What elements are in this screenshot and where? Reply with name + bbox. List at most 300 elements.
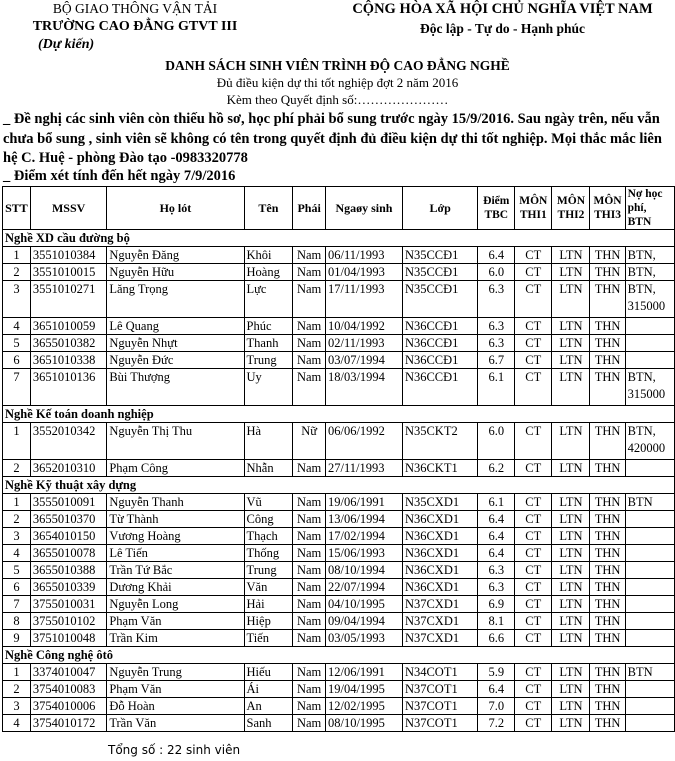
cell-ngay-sinh: 19/04/1995 xyxy=(325,681,402,698)
cell-ten: Hiếu xyxy=(244,664,293,681)
cell-phai: Nam xyxy=(293,247,326,264)
cell-diem-tbc: 5.9 xyxy=(478,664,515,681)
table-row xyxy=(3,247,675,264)
cell-mssv: 3655010370 xyxy=(30,511,106,528)
table-row xyxy=(3,264,675,281)
cell-stt: 7 xyxy=(3,369,31,406)
cell-mon-thi2: LTN xyxy=(552,423,590,460)
cell-ho-lot: Lê Quang xyxy=(107,318,244,335)
cell-ho-lot: Lê Tiến xyxy=(107,545,244,562)
cell-lop: N36CKT1 xyxy=(402,460,477,477)
cell-diem-tbc: 6.4 xyxy=(478,528,515,545)
cell-ten: Lực xyxy=(244,281,293,318)
cell-ngay-sinh: 09/04/1994 xyxy=(325,613,402,630)
cell-phai: Nam xyxy=(293,596,326,613)
decision-reference: Kèm theo Quyết định số:………………… xyxy=(226,92,449,107)
table-row xyxy=(3,596,675,613)
cell-ho-lot: Nguyễn Nhựt xyxy=(107,335,244,352)
cell-ten: Uy xyxy=(244,369,293,406)
cell-diem-tbc: 6.6 xyxy=(478,630,515,647)
cell-ngay-sinh: 03/05/1993 xyxy=(325,630,402,647)
cell-mon-thi1: CT xyxy=(515,318,552,335)
cell-ho-lot: Nguyễn Trung xyxy=(107,664,244,681)
table-row xyxy=(3,562,675,579)
cell-stt: 2 xyxy=(3,264,31,281)
cell-ngay-sinh: 22/07/1994 xyxy=(325,579,402,596)
cell-mssv: 3374010047 xyxy=(30,664,106,681)
cell-no-hoc-phi xyxy=(625,528,674,545)
cell-phai: Nam xyxy=(293,460,326,477)
cell-ten: Tiến xyxy=(244,630,293,647)
cell-mon-thi2: LTN xyxy=(552,681,590,698)
cell-mon-thi3: THN xyxy=(590,545,625,562)
cell-mon-thi1: CT xyxy=(515,528,552,545)
cell-stt: 1 xyxy=(3,494,31,511)
cell-mon-thi2: LTN xyxy=(552,494,590,511)
column-header-stt: STT xyxy=(3,187,31,230)
cell-diem-tbc: 7.2 xyxy=(478,715,515,732)
document-title: DANH SÁCH SINH VIÊN TRÌNH ĐỘ CAO ĐẲNG NGHỀ xyxy=(165,58,510,73)
cell-mon-thi1: CT xyxy=(515,613,552,630)
cell-no-hoc-phi xyxy=(625,562,674,579)
cell-lop: N36CXD1 xyxy=(402,511,477,528)
cell-ngay-sinh: 08/10/1995 xyxy=(325,715,402,732)
cell-mon-thi1: CT xyxy=(515,264,552,281)
cell-mssv: 3754010083 xyxy=(30,681,106,698)
cell-no-hoc-phi: BTN, xyxy=(625,264,674,281)
table-row xyxy=(3,281,675,318)
cell-mon-thi2: LTN xyxy=(552,369,590,406)
cell-diem-tbc: 6.3 xyxy=(478,281,515,318)
cell-mssv: 3655010388 xyxy=(30,562,106,579)
cell-mon-thi2: LTN xyxy=(552,318,590,335)
cell-ho-lot: Nguyễn Hữu xyxy=(107,264,244,281)
cell-phai: Nam xyxy=(293,352,326,369)
cell-mon-thi2: LTN xyxy=(552,613,590,630)
cell-phai: Nam xyxy=(293,630,326,647)
cell-lop: N35CKT2 xyxy=(402,423,477,460)
cell-no-hoc-phi: BTN xyxy=(625,664,674,681)
cell-mon-thi1: CT xyxy=(515,681,552,698)
cell-mssv: 3654010150 xyxy=(30,528,106,545)
cell-ngay-sinh: 10/04/1992 xyxy=(325,318,402,335)
cell-diem-tbc: 6.7 xyxy=(478,352,515,369)
cell-ten: Vũ xyxy=(244,494,293,511)
cell-no-hoc-phi: BTN, 315000 xyxy=(625,281,674,318)
cell-lop: N36CXD1 xyxy=(402,545,477,562)
table-row xyxy=(3,664,675,681)
table-row xyxy=(3,335,675,352)
column-header-phai: Phái xyxy=(293,187,326,230)
table-row xyxy=(3,715,675,732)
cell-ho-lot: Trần Tứ Bắc xyxy=(107,562,244,579)
cell-mon-thi2: LTN xyxy=(552,511,590,528)
cell-phai: Nam xyxy=(293,715,326,732)
cell-mon-thi2: LTN xyxy=(552,460,590,477)
table-row xyxy=(3,681,675,698)
column-header-lop: Lớp xyxy=(402,187,477,230)
republic-name: CỘNG HÒA XÃ HỘI CHỦ NGHĨA VIỆT NAM xyxy=(352,1,653,17)
cell-mssv: 3651010059 xyxy=(30,318,106,335)
cell-ho-lot: Lăng Trọng xyxy=(107,281,244,318)
cell-diem-tbc: 6.9 xyxy=(478,596,515,613)
cell-no-hoc-phi xyxy=(625,630,674,647)
cell-diem-tbc: 6.1 xyxy=(478,494,515,511)
cell-mon-thi3: THN xyxy=(590,352,625,369)
cell-diem-tbc: 6.3 xyxy=(478,318,515,335)
cell-mssv: 3551010015 xyxy=(30,264,106,281)
cell-mon-thi1: CT xyxy=(515,511,552,528)
cell-mon-thi3: THN xyxy=(590,596,625,613)
cell-lop: N35CXD1 xyxy=(402,494,477,511)
cell-ten: Nhẫn xyxy=(244,460,293,477)
cell-stt: 4 xyxy=(3,545,31,562)
column-header-mon-thi3: MÔN THI3 xyxy=(590,187,625,230)
cell-stt: 1 xyxy=(3,664,31,681)
cell-ten: Thanh xyxy=(244,335,293,352)
cell-stt: 8 xyxy=(3,613,31,630)
score-cutoff-note: _ Điểm xét tính đến hết ngày 7/9/2016 xyxy=(3,168,236,184)
cell-no-hoc-phi: BTN, xyxy=(625,247,674,264)
cell-phai: Nam xyxy=(293,681,326,698)
cell-mon-thi3: THN xyxy=(590,281,625,318)
cell-mon-thi2: LTN xyxy=(552,698,590,715)
cell-mssv: 3651010338 xyxy=(30,352,106,369)
cell-stt: 4 xyxy=(3,318,31,335)
cell-lop: N35CCĐ1 xyxy=(402,264,477,281)
cell-phai: Nữ xyxy=(293,423,326,460)
cell-mon-thi3: THN xyxy=(590,494,625,511)
cell-ho-lot: Trần Văn xyxy=(107,715,244,732)
cell-no-hoc-phi: BTN xyxy=(625,494,674,511)
cell-mon-thi3: THN xyxy=(590,579,625,596)
column-header-no-hoc-phi: Nợ học phí, BTN xyxy=(625,187,674,230)
cell-mon-thi3: THN xyxy=(590,460,625,477)
cell-ho-lot: Phạm Công xyxy=(107,460,244,477)
cell-diem-tbc: 6.1 xyxy=(478,369,515,406)
column-header-ten: Tên xyxy=(244,187,293,230)
cell-lop: N35CCĐ1 xyxy=(402,281,477,318)
cell-mon-thi1: CT xyxy=(515,247,552,264)
cell-lop: N36CXD1 xyxy=(402,562,477,579)
column-header-mssv: MSSV xyxy=(30,187,106,230)
table-row xyxy=(3,579,675,596)
cell-stt: 6 xyxy=(3,579,31,596)
cell-mon-thi1: CT xyxy=(515,494,552,511)
cell-ho-lot: Dương Khải xyxy=(107,579,244,596)
cell-lop: N34COT1 xyxy=(402,664,477,681)
cell-mon-thi2: LTN xyxy=(552,352,590,369)
cell-mon-thi1: CT xyxy=(515,369,552,406)
cell-mon-thi3: THN xyxy=(590,264,625,281)
cell-mon-thi2: LTN xyxy=(552,596,590,613)
cell-stt: 1 xyxy=(3,423,31,460)
cell-ngay-sinh: 18/03/1994 xyxy=(325,369,402,406)
cell-mon-thi1: CT xyxy=(515,335,552,352)
table-row xyxy=(3,613,675,630)
table-header-row xyxy=(3,187,675,230)
cell-ho-lot: Nguyễn Đức xyxy=(107,352,244,369)
cell-no-hoc-phi xyxy=(625,352,674,369)
cell-ngay-sinh: 15/06/1993 xyxy=(325,545,402,562)
document-subtitle: Đủ điều kiện dự thi tốt nghiệp đợt 2 năm 2016 xyxy=(216,75,459,90)
cell-ten: Phúc xyxy=(244,318,293,335)
cell-ngay-sinh: 06/11/1993 xyxy=(325,247,402,264)
cell-stt: 2 xyxy=(3,511,31,528)
cell-mssv: 3655010382 xyxy=(30,335,106,352)
cell-mon-thi2: LTN xyxy=(552,715,590,732)
cell-mssv: 3751010048 xyxy=(30,630,106,647)
group-row xyxy=(3,230,675,247)
cell-lop: N37CXD1 xyxy=(402,596,477,613)
cell-no-hoc-phi: BTN, 315000 xyxy=(625,369,674,406)
cell-mssv: 3551010384 xyxy=(30,247,106,264)
student-table xyxy=(2,186,675,732)
table-row xyxy=(3,352,675,369)
cell-ten: Công xyxy=(244,511,293,528)
cell-no-hoc-phi xyxy=(625,596,674,613)
cell-lop: N36CXD1 xyxy=(402,528,477,545)
cell-mon-thi2: LTN xyxy=(552,281,590,318)
table-row xyxy=(3,423,675,460)
cell-mon-thi3: THN xyxy=(590,335,625,352)
group-row xyxy=(3,406,675,423)
cell-lop: N36CCĐ1 xyxy=(402,369,477,406)
header-left xyxy=(0,0,270,54)
cell-mssv: 3754010006 xyxy=(30,698,106,715)
cell-diem-tbc: 6.0 xyxy=(478,264,515,281)
cell-ngay-sinh: 03/07/1994 xyxy=(325,352,402,369)
draft-label: (Dự kiến) xyxy=(38,37,95,52)
cell-mon-thi2: LTN xyxy=(552,335,590,352)
cell-mon-thi1: CT xyxy=(515,664,552,681)
cell-phai: Nam xyxy=(293,335,326,352)
cell-ten: Hải xyxy=(244,596,293,613)
cell-stt: 5 xyxy=(3,562,31,579)
cell-stt: 3 xyxy=(3,698,31,715)
cell-mon-thi2: LTN xyxy=(552,630,590,647)
cell-mon-thi1: CT xyxy=(515,562,552,579)
cell-ngay-sinh: 04/10/1995 xyxy=(325,596,402,613)
cell-ho-lot: Phạm Văn xyxy=(107,613,244,630)
column-header-ngay-sinh: Ngaøy sinh xyxy=(325,187,402,230)
cell-no-hoc-phi xyxy=(625,318,674,335)
cell-mon-thi1: CT xyxy=(515,630,552,647)
cell-phai: Nam xyxy=(293,613,326,630)
cell-mon-thi1: CT xyxy=(515,545,552,562)
cell-ngay-sinh: 01/04/1993 xyxy=(325,264,402,281)
cell-mssv: 3551010271 xyxy=(30,281,106,318)
cell-mon-thi1: CT xyxy=(515,715,552,732)
cell-stt: 2 xyxy=(3,681,31,698)
cell-ngay-sinh: 12/02/1995 xyxy=(325,698,402,715)
cell-ngay-sinh: 27/11/1993 xyxy=(325,460,402,477)
cell-no-hoc-phi: BTN, 420000 xyxy=(625,423,674,460)
cell-mssv: 3555010091 xyxy=(30,494,106,511)
cell-no-hoc-phi xyxy=(625,613,674,630)
cell-mon-thi3: THN xyxy=(590,613,625,630)
cell-ten: Trung xyxy=(244,562,293,579)
cell-mon-thi3: THN xyxy=(590,247,625,264)
group-name: Nghề XD cầu đường bộ xyxy=(3,230,675,247)
cell-mon-thi3: THN xyxy=(590,528,625,545)
cell-ngay-sinh: 12/06/1991 xyxy=(325,664,402,681)
cell-lop: N37CXD1 xyxy=(402,613,477,630)
cell-ho-lot: Nguyễn Thanh xyxy=(107,494,244,511)
cell-mon-thi3: THN xyxy=(590,423,625,460)
cell-ho-lot: Phạm Văn xyxy=(107,681,244,698)
cell-lop: N37COT1 xyxy=(402,681,477,698)
group-name: Nghề Công nghệ ôtô xyxy=(3,647,675,664)
cell-ngay-sinh: 08/10/1994 xyxy=(325,562,402,579)
cell-ho-lot: Từ Thành xyxy=(107,511,244,528)
cell-mon-thi3: THN xyxy=(590,681,625,698)
cell-ten: Hiệp xyxy=(244,613,293,630)
cell-stt: 9 xyxy=(3,630,31,647)
cell-phai: Nam xyxy=(293,318,326,335)
column-header-diem-tbc: Điểm TBC xyxy=(478,187,515,230)
cell-lop: N37CXD1 xyxy=(402,630,477,647)
cell-stt: 1 xyxy=(3,247,31,264)
cell-diem-tbc: 8.1 xyxy=(478,613,515,630)
cell-ten: Khôi xyxy=(244,247,293,264)
cell-mon-thi1: CT xyxy=(515,281,552,318)
cell-stt: 5 xyxy=(3,335,31,352)
header-right xyxy=(330,0,675,38)
cell-mon-thi1: CT xyxy=(515,698,552,715)
cell-mssv: 3755010031 xyxy=(30,596,106,613)
cell-ten: Ái xyxy=(244,681,293,698)
motto: Độc lập - Tự do - Hạnh phúc xyxy=(419,21,586,36)
table-row xyxy=(3,528,675,545)
cell-mon-thi3: THN xyxy=(590,715,625,732)
cell-diem-tbc: 6.4 xyxy=(478,247,515,264)
cell-ho-lot: Trần Kim xyxy=(107,630,244,647)
table-row xyxy=(3,494,675,511)
cell-lop: N36CCĐ1 xyxy=(402,352,477,369)
cell-mon-thi1: CT xyxy=(515,579,552,596)
group-row xyxy=(3,647,675,664)
cell-ho-lot: Bùi Thượng xyxy=(107,369,244,406)
cell-lop: N36CCĐ1 xyxy=(402,318,477,335)
column-header-mon-thi2: MÔN THI2 xyxy=(552,187,590,230)
cell-phai: Nam xyxy=(293,511,326,528)
cell-ngay-sinh: 13/06/1994 xyxy=(325,511,402,528)
cell-ten: Văn xyxy=(244,579,293,596)
table-row xyxy=(3,460,675,477)
cell-no-hoc-phi xyxy=(625,545,674,562)
cell-phai: Nam xyxy=(293,698,326,715)
cell-lop: N36CCĐ1 xyxy=(402,335,477,352)
cell-diem-tbc: 6.3 xyxy=(478,562,515,579)
school-name: TRƯỜNG CAO ĐẲNG GTVT III xyxy=(32,19,238,34)
cell-mon-thi2: LTN xyxy=(552,562,590,579)
table-row xyxy=(3,369,675,406)
table-body xyxy=(3,230,675,732)
cell-ho-lot: Vương Hoàng xyxy=(107,528,244,545)
cell-ten: Thạch xyxy=(244,528,293,545)
ministry-name: BỘ GIAO THÔNG VẬN TẢI xyxy=(52,1,218,16)
cell-mon-thi3: THN xyxy=(590,664,625,681)
cell-mssv: 3655010078 xyxy=(30,545,106,562)
cell-mssv: 3755010102 xyxy=(30,613,106,630)
cell-ho-lot: Nguyễn Đăng xyxy=(107,247,244,264)
cell-mon-thi2: LTN xyxy=(552,528,590,545)
column-header-mon-thi1: MÔN THI1 xyxy=(515,187,552,230)
cell-diem-tbc: 6.2 xyxy=(478,460,515,477)
cell-no-hoc-phi xyxy=(625,715,674,732)
column-header-ho-lot: Họ lót xyxy=(107,187,244,230)
cell-mon-thi3: THN xyxy=(590,318,625,335)
group-name: Nghề Kế toán doanh nghiệp xyxy=(3,406,675,423)
cell-ten: Trung xyxy=(244,352,293,369)
cell-mssv: 3552010342 xyxy=(30,423,106,460)
cell-lop: N35CCĐ1 xyxy=(402,247,477,264)
cell-lop: N37COT1 xyxy=(402,698,477,715)
cell-mon-thi2: LTN xyxy=(552,264,590,281)
cell-mon-thi1: CT xyxy=(515,460,552,477)
cell-phai: Nam xyxy=(293,281,326,318)
cell-no-hoc-phi xyxy=(625,335,674,352)
cell-mssv: 3655010339 xyxy=(30,579,106,596)
cell-no-hoc-phi xyxy=(625,511,674,528)
cell-ho-lot: Nguyễn Long xyxy=(107,596,244,613)
group-row xyxy=(3,477,675,494)
cell-diem-tbc: 6.3 xyxy=(478,335,515,352)
cell-mon-thi1: CT xyxy=(515,596,552,613)
cell-phai: Nam xyxy=(293,528,326,545)
cell-ho-lot: Nguyễn Thị Thu xyxy=(107,423,244,460)
notice-paragraph: _ Đề nghị các sinh viên còn thiếu hồ sơ, học phí phải bổ sung trước ngày 15/9/2016. Sau ngày trên, nếu vẫn chưa bổ sung , sinh viên sẽ không có tên trong quyết định đủ điều kiện dự thi tốt nghiệp. Mọi thắc mắc liên hệ C. Huệ - phòng Đào tạo -0983320778 xyxy=(3,111,662,166)
cell-mon-thi3: THN xyxy=(590,630,625,647)
cell-mon-thi2: LTN xyxy=(552,579,590,596)
cell-lop: N37COT1 xyxy=(402,715,477,732)
cell-lop: N36CXD1 xyxy=(402,579,477,596)
cell-mssv: 3651010136 xyxy=(30,369,106,406)
cell-phai: Nam xyxy=(293,494,326,511)
cell-ten: Thống xyxy=(244,545,293,562)
cell-stt: 3 xyxy=(3,281,31,318)
cell-no-hoc-phi xyxy=(625,698,674,715)
cell-mssv: 3754010172 xyxy=(30,715,106,732)
table-row xyxy=(3,318,675,335)
cell-ten: An xyxy=(244,698,293,715)
cell-ngay-sinh: 19/06/1991 xyxy=(325,494,402,511)
total-count: Tổng số : 22 sinh viên xyxy=(108,743,241,757)
cell-mon-thi3: THN xyxy=(590,698,625,715)
cell-stt: 4 xyxy=(3,715,31,732)
cell-phai: Nam xyxy=(293,664,326,681)
group-name: Nghề Kỹ thuật xây dựng xyxy=(3,477,675,494)
cell-ngay-sinh: 06/06/1992 xyxy=(325,423,402,460)
cell-phai: Nam xyxy=(293,562,326,579)
table-row xyxy=(3,630,675,647)
cell-no-hoc-phi xyxy=(625,579,674,596)
table-row xyxy=(3,698,675,715)
cell-stt: 3 xyxy=(3,528,31,545)
cell-phai: Nam xyxy=(293,369,326,406)
cell-diem-tbc: 6.4 xyxy=(478,545,515,562)
cell-phai: Nam xyxy=(293,579,326,596)
cell-phai: Nam xyxy=(293,264,326,281)
cell-stt: 7 xyxy=(3,596,31,613)
cell-diem-tbc: 6.3 xyxy=(478,579,515,596)
cell-mon-thi2: LTN xyxy=(552,545,590,562)
cell-mon-thi1: CT xyxy=(515,352,552,369)
cell-mon-thi2: LTN xyxy=(552,664,590,681)
cell-no-hoc-phi xyxy=(625,681,674,698)
cell-diem-tbc: 6.4 xyxy=(478,511,515,528)
